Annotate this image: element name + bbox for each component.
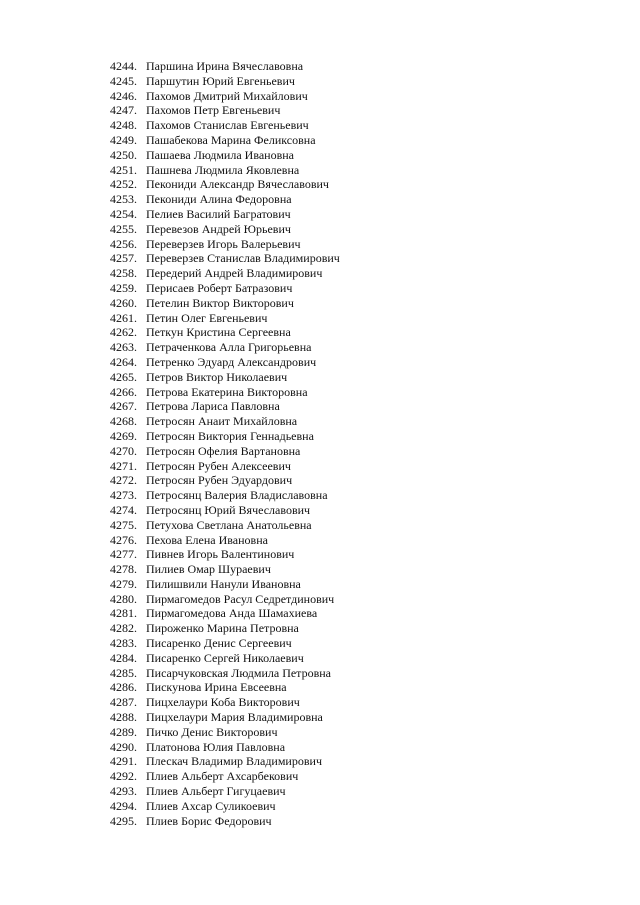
entry-full-name: Пицхелаури Мария Владимировна bbox=[146, 710, 323, 725]
entry-number: 4271. bbox=[110, 458, 137, 473]
list-item bbox=[110, 237, 340, 252]
entry-full-name: Пахомов Петр Евгеньевич bbox=[146, 103, 281, 118]
entry-number: 4279. bbox=[110, 576, 137, 591]
entry-number: 4261. bbox=[110, 310, 137, 325]
list-item bbox=[110, 192, 340, 207]
entry-number: 4287. bbox=[110, 695, 137, 710]
entry-full-name: Пилиев Омар Шураевич bbox=[146, 562, 271, 577]
list-item bbox=[110, 621, 340, 636]
entry-number: 4283. bbox=[110, 636, 137, 651]
entry-full-name: Пахомов Дмитрий Михайлович bbox=[146, 88, 308, 103]
entry-number: 4292. bbox=[110, 769, 137, 784]
list-item bbox=[110, 222, 340, 237]
entry-full-name: Пелиев Василий Багратович bbox=[146, 206, 291, 221]
list-item bbox=[110, 814, 340, 829]
entry-number: 4267. bbox=[110, 399, 137, 414]
entry-full-name: Паршина Ирина Вячеславовна bbox=[146, 59, 304, 73]
entry-full-name: Переверзев Игорь Валерьевич bbox=[146, 236, 301, 251]
list-item bbox=[110, 429, 340, 444]
list-item bbox=[110, 266, 340, 281]
list-item bbox=[110, 355, 340, 370]
entry-full-name: Плиев Борис Федорович bbox=[146, 813, 272, 828]
entry-full-name: Пехова Елена Ивановна bbox=[146, 532, 268, 547]
entry-full-name: Пивнев Игорь Валентинович bbox=[146, 547, 295, 562]
entry-number: 4257. bbox=[110, 251, 137, 266]
entry-number: 4268. bbox=[110, 414, 137, 429]
list-item bbox=[110, 118, 340, 133]
entry-number: 4266. bbox=[110, 384, 137, 399]
list-item bbox=[110, 651, 340, 666]
entry-number: 4274. bbox=[110, 502, 137, 517]
name-list bbox=[110, 59, 340, 828]
list-item bbox=[110, 251, 340, 266]
list-item bbox=[110, 577, 340, 592]
entry-number: 4249. bbox=[110, 132, 137, 147]
entry-full-name: Плиев Ахсар Суликоевич bbox=[146, 798, 276, 813]
entry-full-name: Пашабекова Марина Феликсовна bbox=[146, 132, 316, 147]
entry-full-name: Перевезов Андрей Юрьевич bbox=[146, 221, 291, 236]
list-item bbox=[110, 740, 340, 755]
list-item bbox=[110, 518, 340, 533]
entry-number: 4290. bbox=[110, 739, 137, 754]
entry-full-name: Петров Виктор Николаевич bbox=[146, 369, 288, 384]
list-item bbox=[110, 488, 340, 503]
entry-full-name: Пекониди Александр Вячеславович bbox=[146, 177, 329, 192]
entry-full-name: Петрова Лариса Павловна bbox=[146, 399, 280, 414]
entry-number: 4288. bbox=[110, 710, 137, 725]
entry-full-name: Петросян Рубен Эдуардович bbox=[146, 473, 293, 488]
list-item bbox=[110, 754, 340, 769]
list-item bbox=[110, 148, 340, 163]
entry-number: 4244. bbox=[110, 59, 137, 73]
list-item bbox=[110, 74, 340, 89]
list-item bbox=[110, 370, 340, 385]
list-item bbox=[110, 207, 340, 222]
entry-number: 4246. bbox=[110, 88, 137, 103]
list-item bbox=[110, 340, 340, 355]
entry-number: 4278. bbox=[110, 562, 137, 577]
list-item bbox=[110, 695, 340, 710]
list-item bbox=[110, 562, 340, 577]
list-item bbox=[110, 459, 340, 474]
entry-number: 4262. bbox=[110, 325, 137, 340]
entry-full-name: Пашаева Людмила Ивановна bbox=[146, 147, 294, 162]
list-item bbox=[110, 769, 340, 784]
entry-number: 4286. bbox=[110, 680, 137, 695]
entry-number: 4277. bbox=[110, 547, 137, 562]
entry-number: 4295. bbox=[110, 813, 137, 828]
entry-full-name: Перисаев Роберт Батразович bbox=[146, 280, 293, 295]
entry-number: 4281. bbox=[110, 606, 137, 621]
entry-number: 4291. bbox=[110, 754, 137, 769]
entry-full-name: Писаренко Денис Сергеевич bbox=[146, 636, 292, 651]
entry-full-name: Петрова Екатерина Викторовна bbox=[146, 384, 308, 399]
entry-number: 4284. bbox=[110, 650, 137, 665]
entry-full-name: Плиев Альберт Ахсарбекович bbox=[146, 769, 299, 784]
entry-full-name: Петухова Светлана Анатольевна bbox=[146, 517, 312, 532]
list-item bbox=[110, 636, 340, 651]
entry-full-name: Петросян Офелия Вартановна bbox=[146, 443, 301, 458]
list-item bbox=[110, 710, 340, 725]
entry-number: 4293. bbox=[110, 784, 137, 799]
entry-full-name: Пашнева Людмила Яковлевна bbox=[146, 162, 300, 177]
entry-number: 4247. bbox=[110, 103, 137, 118]
entry-number: 4273. bbox=[110, 488, 137, 503]
entry-number: 4270. bbox=[110, 443, 137, 458]
entry-full-name: Пирмагомедов Расул Седретдинович bbox=[146, 591, 335, 606]
list-item bbox=[110, 163, 340, 178]
list-item bbox=[110, 133, 340, 148]
entry-number: 4260. bbox=[110, 295, 137, 310]
entry-full-name: Плескач Владимир Владимирович bbox=[146, 754, 322, 769]
list-item bbox=[110, 680, 340, 695]
entry-number: 4263. bbox=[110, 340, 137, 355]
entry-full-name: Пискунова Ирина Евсеевна bbox=[146, 680, 287, 695]
entry-full-name: Петин Олег Евгеньевич bbox=[146, 310, 268, 325]
entry-number: 4245. bbox=[110, 73, 137, 88]
list-item bbox=[110, 414, 340, 429]
entry-number: 4275. bbox=[110, 517, 137, 532]
list-item bbox=[110, 385, 340, 400]
list-item bbox=[110, 325, 340, 340]
entry-number: 4282. bbox=[110, 621, 137, 636]
entry-number: 4264. bbox=[110, 354, 137, 369]
entry-full-name: Петросян Виктория Геннадьевна bbox=[146, 428, 314, 443]
entry-number: 4258. bbox=[110, 266, 137, 281]
entry-full-name: Петросян Анаит Михайловна bbox=[146, 414, 298, 429]
entry-full-name: Пицхелаури Коба Викторович bbox=[146, 695, 300, 710]
list-item bbox=[110, 592, 340, 607]
entry-full-name: Петренко Эдуард Александрович bbox=[146, 354, 317, 369]
list-item bbox=[110, 666, 340, 681]
entry-full-name: Передерий Андрей Владимирович bbox=[146, 266, 323, 281]
entry-full-name: Петросянц Валерия Владиславовна bbox=[146, 488, 328, 503]
list-item bbox=[110, 473, 340, 488]
entry-full-name: Переверзев Станислав Владимирович bbox=[146, 251, 340, 266]
list-item bbox=[110, 533, 340, 548]
list-item bbox=[110, 503, 340, 518]
entry-number: 4259. bbox=[110, 280, 137, 295]
entry-full-name: Пироженко Марина Петровна bbox=[146, 621, 299, 636]
entry-number: 4285. bbox=[110, 665, 137, 680]
entry-full-name: Петросян Рубен Алексеевич bbox=[146, 458, 291, 473]
list-item bbox=[110, 547, 340, 562]
list-item bbox=[110, 296, 340, 311]
entry-full-name: Писарчуковская Людмила Петровна bbox=[146, 665, 331, 680]
list-item bbox=[110, 103, 340, 118]
list-item bbox=[110, 89, 340, 104]
entry-number: 4265. bbox=[110, 369, 137, 384]
entry-number: 4289. bbox=[110, 724, 137, 739]
entry-full-name: Писаренко Сергей Николаевич bbox=[146, 650, 304, 665]
entry-full-name: Плиев Альберт Гигуцаевич bbox=[146, 784, 286, 799]
entry-number: 4256. bbox=[110, 236, 137, 251]
entry-full-name: Петраченкова Алла Григорьевна bbox=[146, 340, 312, 355]
entry-number: 4253. bbox=[110, 192, 137, 207]
entry-full-name: Петкун Кристина Сергеевна bbox=[146, 325, 291, 340]
entry-full-name: Петелин Виктор Викторович bbox=[146, 295, 294, 310]
entry-full-name: Пилишвили Нанули Ивановна bbox=[146, 576, 301, 591]
entry-number: 4272. bbox=[110, 473, 137, 488]
entry-number: 4254. bbox=[110, 206, 137, 221]
entry-number: 4248. bbox=[110, 118, 137, 133]
entry-number: 4276. bbox=[110, 532, 137, 547]
entry-full-name: Пекониди Алина Федоровна bbox=[146, 192, 292, 207]
entry-full-name: Пичко Денис Викторович bbox=[146, 724, 278, 739]
entry-full-name: Пахомов Станислав Евгеньевич bbox=[146, 118, 309, 133]
list-item bbox=[110, 444, 340, 459]
list-item bbox=[110, 59, 340, 74]
list-item bbox=[110, 281, 340, 296]
entry-full-name: Пирмагомедова Анда Шамахиева bbox=[146, 606, 318, 621]
list-item bbox=[110, 399, 340, 414]
entry-number: 4255. bbox=[110, 221, 137, 236]
list-item bbox=[110, 177, 340, 192]
list-item bbox=[110, 606, 340, 621]
list-item bbox=[110, 311, 340, 326]
entry-number: 4280. bbox=[110, 591, 137, 606]
entry-number: 4251. bbox=[110, 162, 137, 177]
entry-number: 4269. bbox=[110, 428, 137, 443]
entry-full-name: Петросянц Юрий Вячеславович bbox=[146, 502, 311, 517]
list-item bbox=[110, 725, 340, 740]
entry-number: 4252. bbox=[110, 177, 137, 192]
list-item bbox=[110, 799, 340, 814]
entry-number: 4250. bbox=[110, 147, 137, 162]
entry-full-name: Платонова Юлия Павловна bbox=[146, 739, 286, 754]
entry-full-name: Паршутин Юрий Евгеньевич bbox=[146, 73, 295, 88]
entry-number: 4294. bbox=[110, 798, 137, 813]
list-item bbox=[110, 784, 340, 799]
